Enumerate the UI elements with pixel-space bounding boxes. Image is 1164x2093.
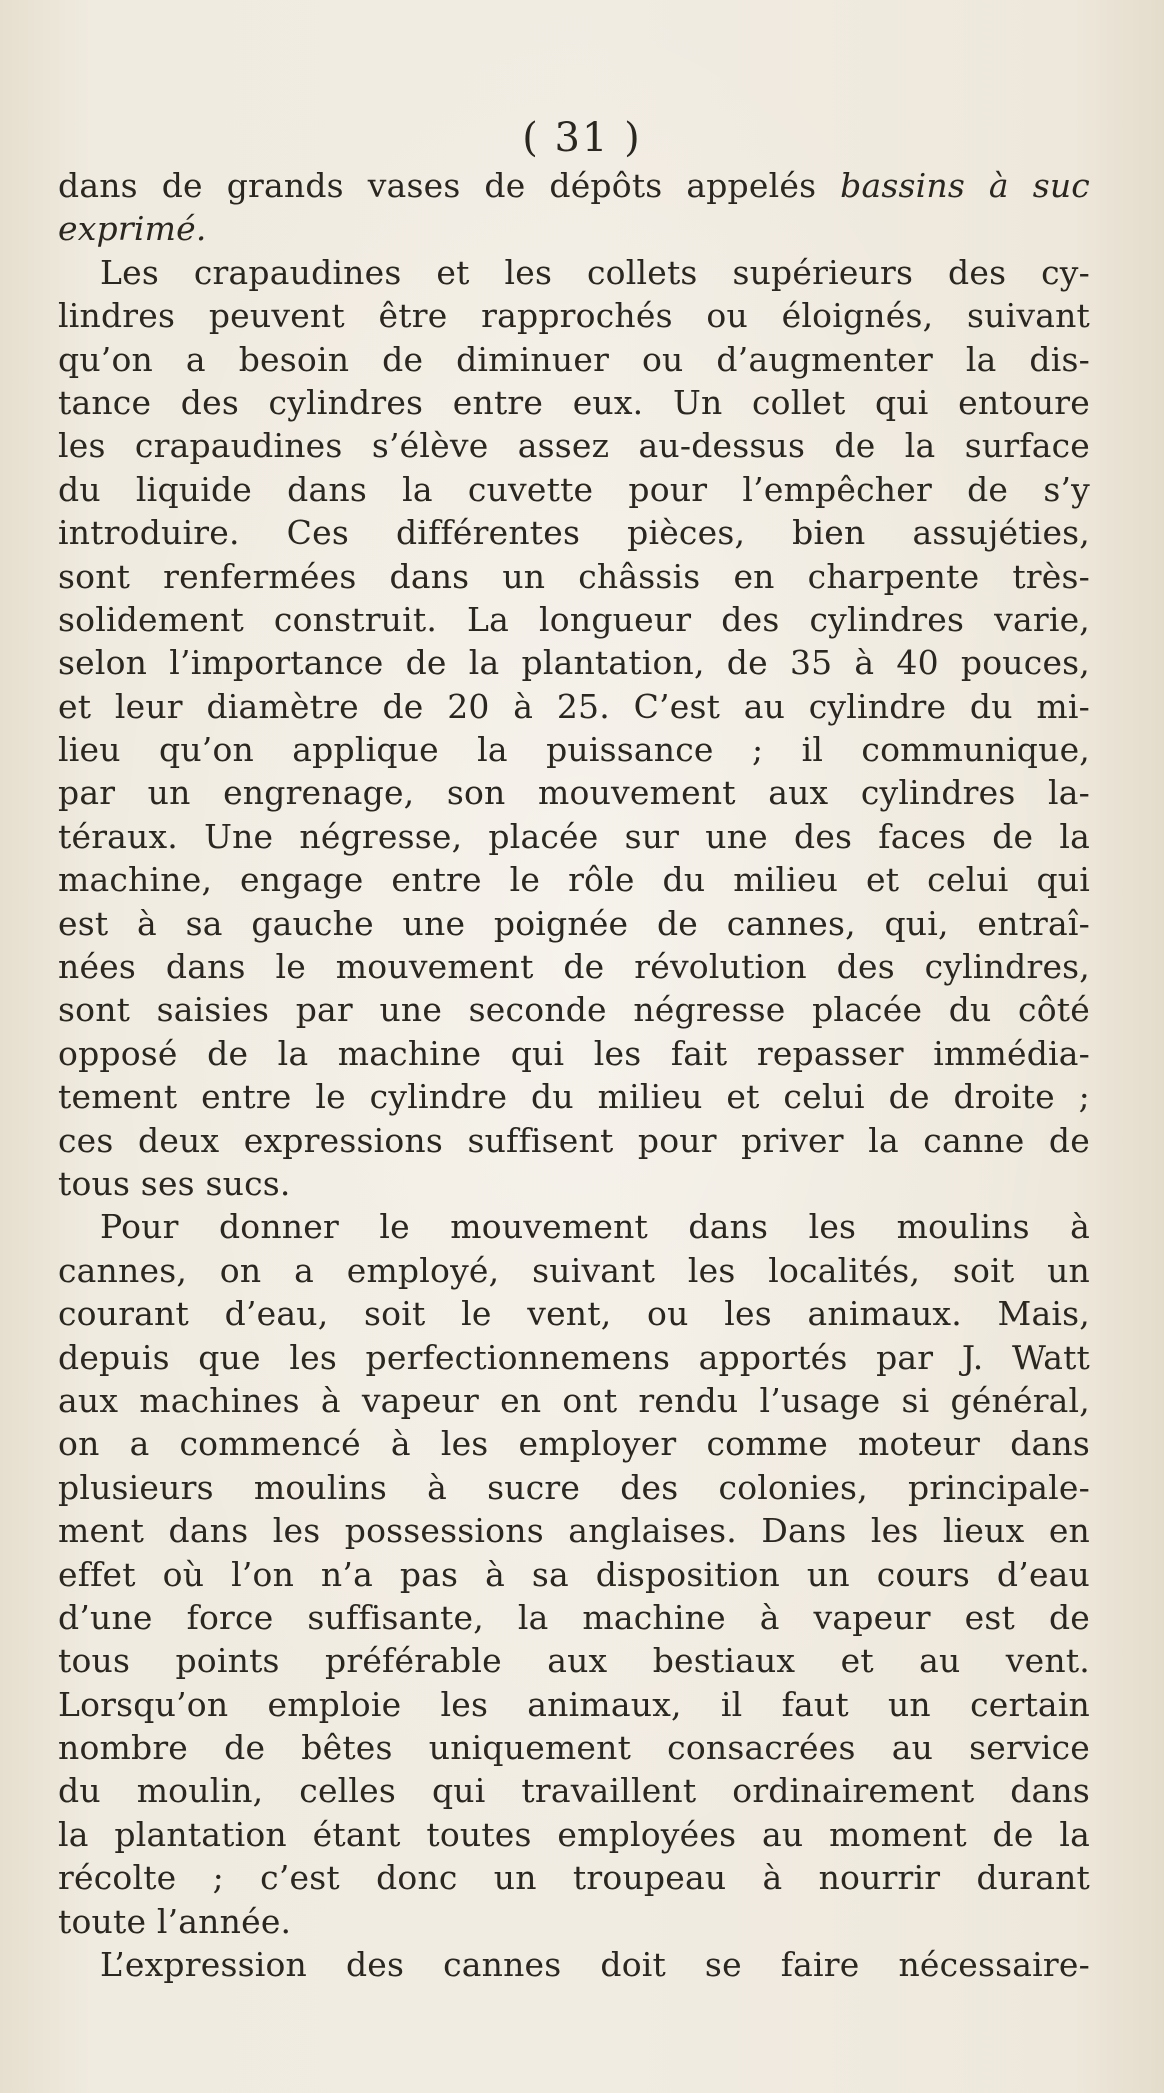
text-line: introduire. Ces différentes pièces, bien assujéties, — [58, 513, 1090, 553]
text-line: cannes, on a employé, suivant les localités, soit un — [58, 1250, 1090, 1290]
text-line: tance des cylindres entre eux. Un collet qui entoure — [58, 382, 1090, 422]
paragraph-start: Les crapaudines et les collets supérieurs des cy- — [100, 252, 1090, 292]
text-line: par un engrenage, son mouvement aux cylindres la- — [58, 773, 1090, 813]
paragraph-start: L’expression des cannes doit se faire nécessaire- — [100, 1945, 1090, 1985]
text-line: machine, engage entre le rôle du milieu et celui qui — [58, 860, 1090, 900]
text-line: sont renfermées dans un châssis en charpente très- — [58, 556, 1090, 596]
text-line: du liquide dans la cuvette pour l’empêcher de s’y — [58, 469, 1090, 509]
text-line: depuis que les perfectionnemens apportés par J. Watt — [58, 1337, 1090, 1377]
text-segment: dans de grands vases de dépôts appelés — [58, 166, 841, 205]
text-line: courant d’eau, soit le vent, ou les animaux. Mais, — [58, 1294, 1090, 1334]
text-line: tous points préférable aux bestiaux et au vent. — [58, 1641, 1090, 1681]
text-line: du moulin, celles qui travaillent ordinairement dans — [58, 1771, 1090, 1811]
page-number: ( 31 ) — [522, 115, 642, 161]
text-line — [58, 164, 1090, 207]
text-line: et leur diamètre de 20 à 25. C’est au cylindre du mi- — [58, 686, 1090, 726]
text-line: nombre de bêtes uniquement consacrées au service — [58, 1728, 1090, 1768]
text-line: lindres peuvent être rapprochés ou éloignés, suivant — [58, 296, 1090, 336]
text-line: ces deux expressions suffisent pour priver la canne de — [58, 1120, 1090, 1160]
text-line: d’une force suffisante, la machine à vapeur est de — [58, 1597, 1090, 1637]
text-line: plusieurs moulins à sucre des colonies, principale- — [58, 1467, 1090, 1507]
text-line: lieu qu’on applique la puissance ; il communique, — [58, 730, 1090, 770]
text-line: est à sa gauche une poignée de cannes, qui, entraî- — [58, 903, 1090, 943]
italic-term: exprimé. — [58, 209, 207, 249]
text-line: opposé de la machine qui les fait repasser immédia- — [58, 1033, 1090, 1073]
text-line: tous ses sucs. — [58, 1163, 291, 1203]
text-line: on a commencé à les employer comme moteur dans — [58, 1424, 1090, 1464]
text-line: récolte ; c’est donc un troupeau à nourrir durant — [58, 1858, 1090, 1898]
text-line: les crapaudines s’élève assez au-dessus de la surface — [58, 426, 1090, 466]
body-text — [58, 164, 1090, 1986]
text-line: sont saisies par une seconde négresse placée du côté — [58, 990, 1090, 1030]
text-line: tement entre le cylindre du milieu et celui de droite ; — [58, 1077, 1090, 1117]
text-line: ment dans les possessions anglaises. Dans les lieux en — [58, 1511, 1090, 1551]
text-line — [58, 207, 1090, 250]
text-line: téraux. Une négresse, placée sur une des faces de la — [58, 816, 1090, 856]
text-line: solidement construit. La longueur des cylindres varie, — [58, 599, 1090, 639]
text-line: effet où l’on n’a pas à sa disposition un cours d’eau — [58, 1554, 1090, 1594]
text-line: Lorsqu’on emploie les animaux, il faut un certain — [58, 1684, 1090, 1724]
text-line: qu’on a besoin de diminuer ou d’augmenter la dis- — [58, 339, 1090, 379]
text-line: nées dans le mouvement de révolution des cylindres, — [58, 947, 1090, 987]
text-line: aux machines à vapeur en ont rendu l’usage si général, — [58, 1380, 1090, 1420]
text-line: la plantation étant toutes employées au moment de la — [58, 1814, 1090, 1854]
text-line: toute l’année. — [58, 1901, 292, 1941]
text-line: selon l’importance de la plantation, de 35 à 40 pouces, — [58, 643, 1090, 683]
italic-term: bassins à suc — [840, 166, 1090, 205]
paragraph-start: Pour donner le mouvement dans les moulins à — [100, 1207, 1090, 1247]
